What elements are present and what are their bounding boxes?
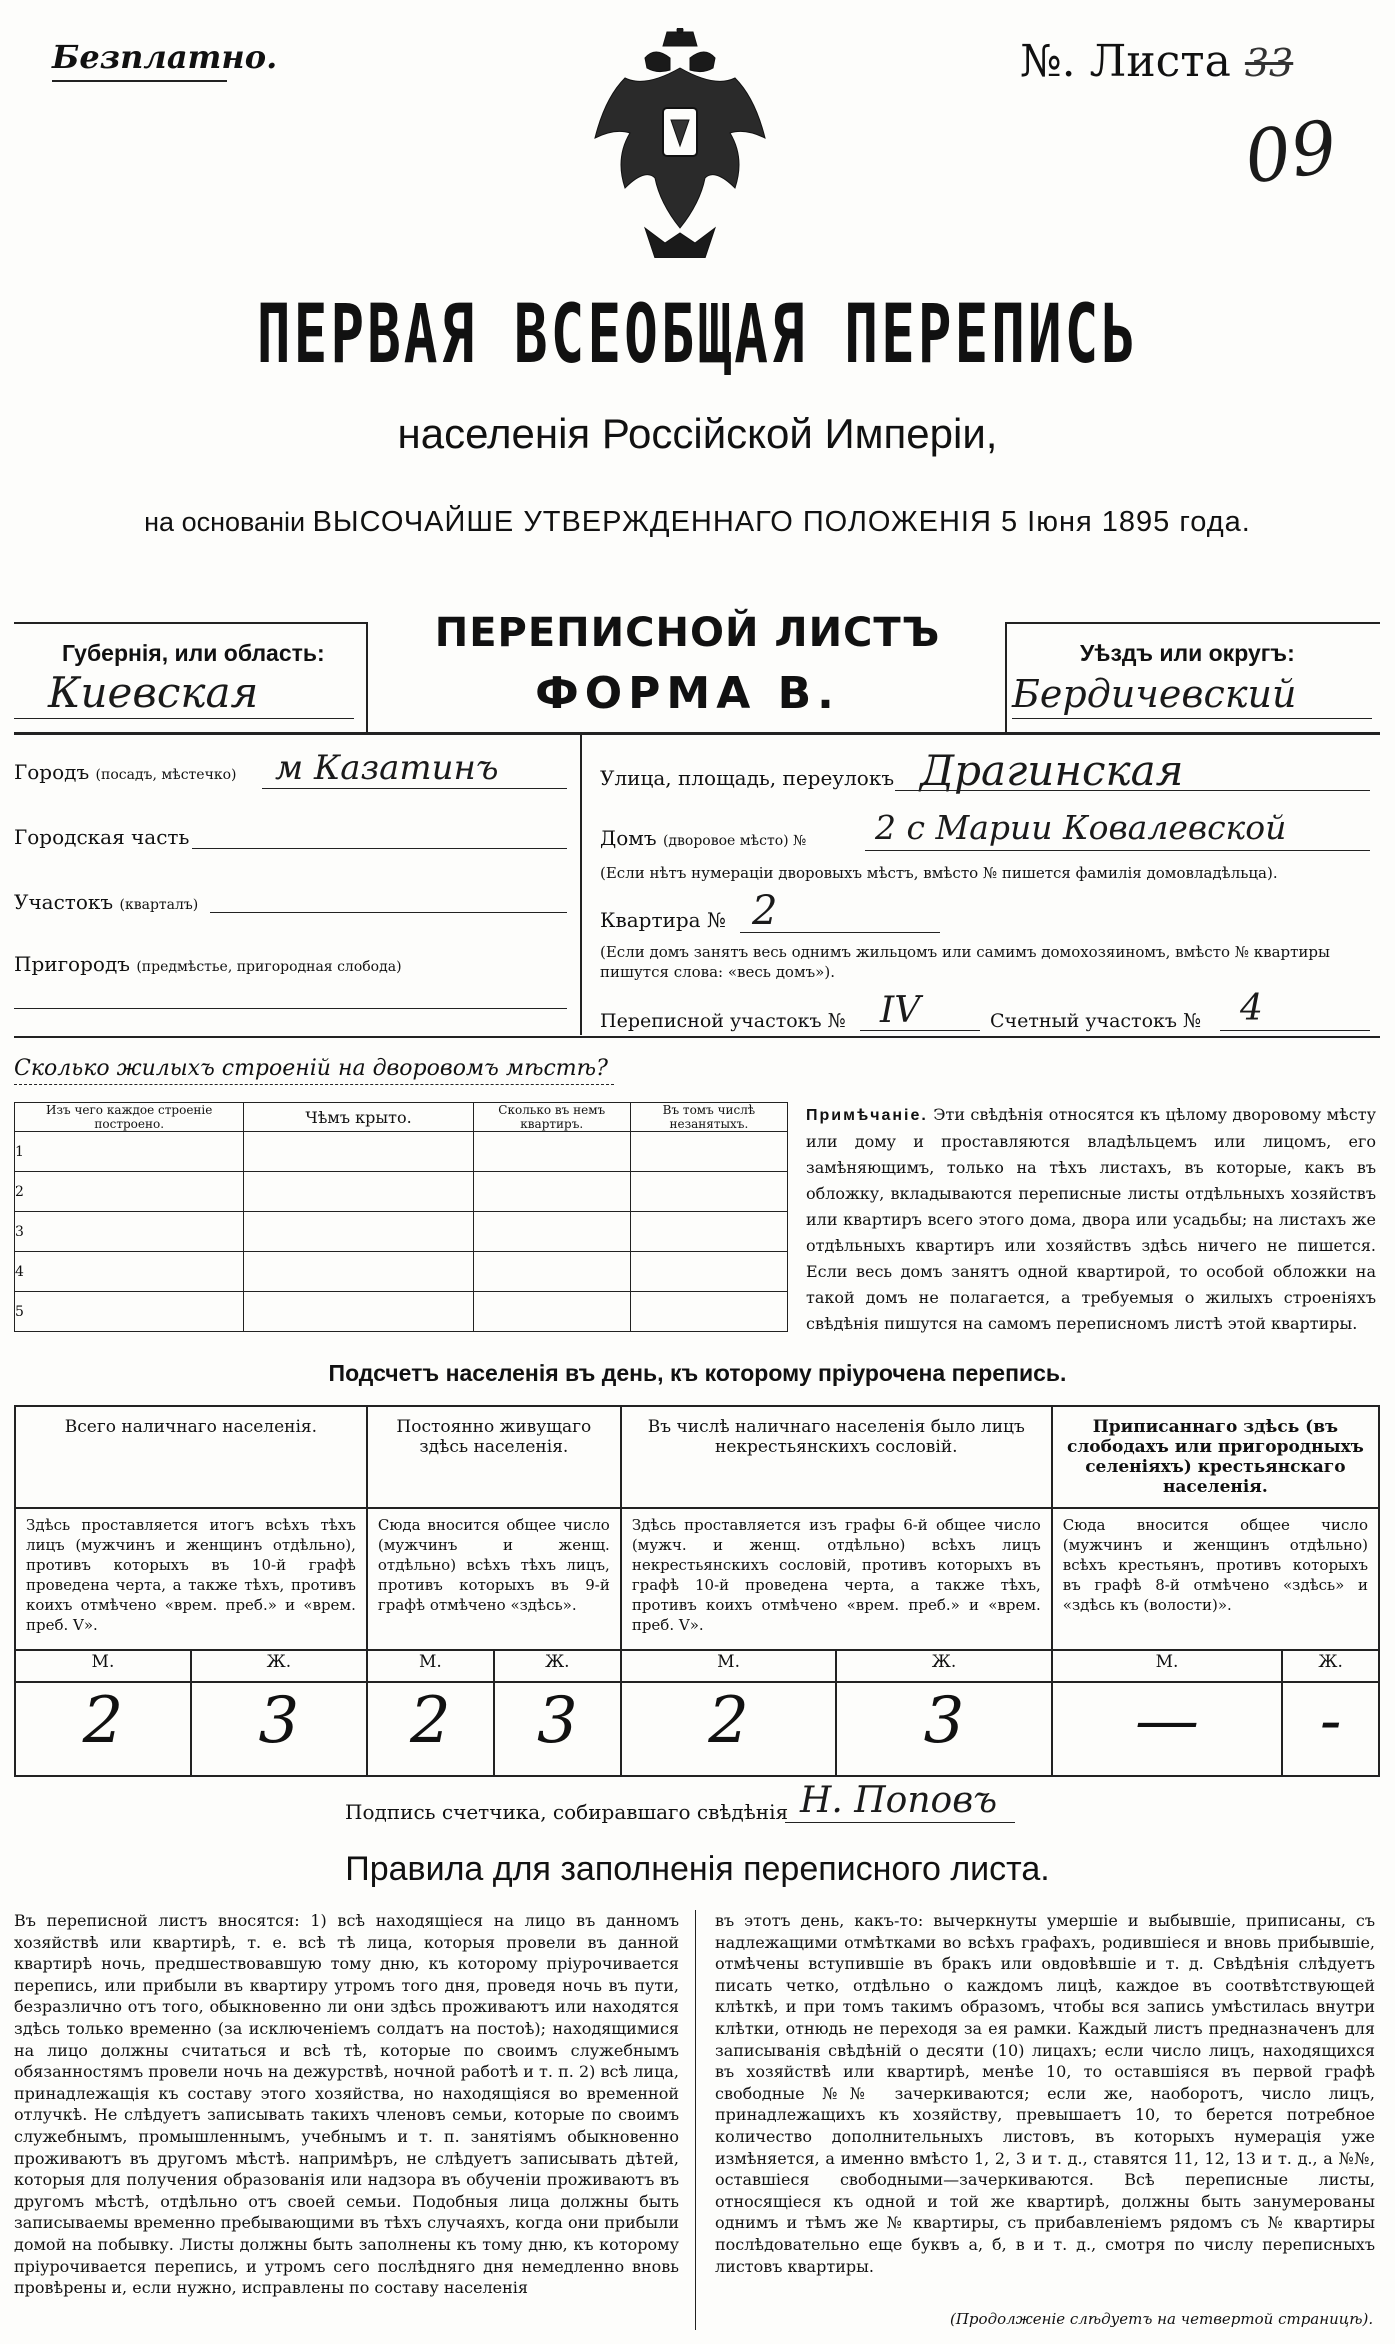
row-number: 1 [15, 1132, 244, 1172]
census-subtitle: населенія Россійской Имперіи, [397, 410, 998, 457]
province-value[interactable]: Киевская [48, 668, 259, 717]
count-desc-non-peasant: Здѣсь проставляется изъ графы 6-й общее число (мужч. и женщ. отдѣльно) всѣхъ лицъ некрестьянскихъ сословій, противъ которыхъ въ графѣ 10-й проведена черта, а также тѣхъ, противъ коихъ отмѣчено «врем. преб.» и «врем. преб. V». [621, 1508, 1052, 1650]
peasant-female-value[interactable]: - [1282, 1682, 1379, 1776]
cell[interactable] [473, 1292, 630, 1332]
total-male-value[interactable]: 2 [15, 1682, 191, 1776]
buildings-question-line [14, 1084, 614, 1085]
count-sex-row [15, 1650, 1379, 1682]
sheet-number-struck: 33 [1244, 41, 1294, 85]
total-female-value[interactable]: 3 [191, 1682, 367, 1776]
cell[interactable] [473, 1252, 630, 1292]
row-number: 5 [15, 1292, 244, 1332]
signature-label: Подпись счетчика, собиравшаго свѣдѣнія [345, 1800, 789, 1824]
cell[interactable] [630, 1292, 787, 1332]
house-note: (Если нѣтъ нумераціи дворовыхъ мѣстъ, вмѣсто № пишется фамилія домовладѣльца). [600, 864, 1278, 882]
male-label: М. [1052, 1650, 1283, 1682]
cell[interactable] [244, 1292, 473, 1332]
house-label: Домъ [600, 826, 657, 850]
buildings-col-roof: Чѣмъ крыто. [244, 1103, 473, 1132]
city-hint: (посадъ, мѣстечко) [95, 767, 237, 783]
district-line [1012, 718, 1372, 719]
count-col-total: Всего наличнаго населенія. [15, 1406, 367, 1508]
address-bottom [14, 1036, 1380, 1038]
census-area-value[interactable]: IV [880, 990, 921, 1031]
count-value-row [15, 1682, 1379, 1776]
basis-prefix: на основаніи [144, 507, 306, 537]
suburb-label: Пригородъ [14, 952, 130, 976]
permanent-male-value[interactable]: 2 [367, 1682, 494, 1776]
street-label: Улица, площадь, переулокъ [600, 766, 895, 790]
district-value[interactable]: Бердичевский [1012, 672, 1297, 716]
rules-divider [695, 1910, 696, 2330]
suburb-line [14, 1008, 567, 1009]
table-row [15, 1292, 788, 1332]
non-peasant-male-value[interactable]: 2 [621, 1682, 836, 1776]
rules-title: Правила для заполненія переписного листа. [345, 1850, 1050, 1888]
apartment-note: (Если домъ занятъ весь однимъ жильцомъ или самимъ домохозяиномъ, вмѣсто № квартиры пишутся слова: «весь домъ»). [600, 943, 1330, 981]
count-table [14, 1405, 1380, 1777]
street-line [895, 790, 1370, 791]
male-label: М. [15, 1650, 191, 1682]
free-label: Безплатно. [52, 38, 278, 76]
non-peasant-female-value[interactable]: 3 [836, 1682, 1051, 1776]
precinct-line [210, 912, 567, 913]
rules-left-column: Въ переписной листъ вносятся: 1) всѣ находящіеся на лицо въ данномъ хозяйствѣ или квартирѣ, т. е. всѣ тѣ лица, которыя провели въ данной квартирѣ ночь, предшествовавшую тому дню, къ которому пріурочивается перепись, или прибыли въ квартиру утромъ того дня, проведя ночь въ пути, безразлично отъ того, обыкновенно ли они здѣсь проживаютъ или находятся здѣсь только временно (за исключеніемъ солдатъ на постоѣ); находящимися на лицо должны считаться и всѣ тѣ, которые по своимъ служебнымъ обязанностямъ провели ночь на дежурствѣ, ночной работѣ и т. п. 2) всѣ лица, принадлежащія къ составу этого хозяйства, но находящіяся во временной отлучкѣ. Не слѣдуетъ записывать такихъ членовъ семьи, которые по своимъ служебнымъ, промышленнымъ, учебнымъ и т. п. занятіямъ обыкновенно проживаютъ въ другомъ мѣстѣ. напримѣръ, не слѣдуетъ записывать дѣтей, которыя для получения образованія или надзора въ обученіи проживаютъ въ другомъ мѣстѣ, отдѣльно отъ своей семьи. Подобныя лица должны быть записываемы временно пребывающими въ тѣхъ случаяхъ, когда они прибыли домой на побывку. Листы должны быть заполнены къ тому дню, къ которому пріурочивается перепись, и утромъ сего послѣдняго дня немедленно вновь провѣрены и, если нужно, исправлены по составу населенія [14, 1911, 679, 2298]
census-title: ПЕРВАЯ ВСЕОБЩАЯ ПЕРЕПИСЬ [256, 288, 1139, 383]
cell[interactable] [473, 1172, 630, 1212]
cell[interactable] [630, 1132, 787, 1172]
apartment-line [740, 932, 940, 933]
house-value[interactable]: 2 с Марии Ковалевской [875, 808, 1287, 847]
suburb-field [14, 952, 402, 976]
female-label: Ж. [836, 1650, 1051, 1682]
count-area-line [1220, 1030, 1370, 1031]
table-row [15, 1172, 788, 1212]
province-label: Губернія, или область: [62, 640, 325, 666]
form-name: ФОРМА В. [535, 668, 840, 719]
sheet-number [1020, 36, 1293, 87]
census-area-line [860, 1030, 980, 1031]
buildings-note-text: Эти свѣдѣнія относятся къ цѣлому дворовому мѣсту или дому и проставляются владѣльцемъ или лицомъ, его замѣняющимъ, только на тѣхъ листахъ, въ которые, какъ въ обложку, вкладываются переписные листы отдѣльныхъ хозяйствъ или квартиръ всего этого дома, двора или усадьбы; на листахъ же отдѣльныхъ квартиръ или хозяйствъ здѣсь ничего не пишется. Если весь домъ занятъ одной квартирой, то особой обложки на такой домъ не полагается, а требуемыя о жилыхъ строеніяхъ свѣдѣнія пишутся на самомъ переписномъ листѣ этой квартиры. [806, 1105, 1376, 1333]
province-line [14, 718, 354, 719]
count-col-permanent: Постоянно живущаго здѣсь населенія. [367, 1406, 621, 1508]
city-part-label: Городская часть [14, 825, 190, 849]
count-area-label: Счетный участокъ № [990, 1010, 1201, 1032]
cell[interactable] [244, 1252, 473, 1292]
house-hint: (дворовое мѣсто) № [662, 833, 807, 849]
sheet-number-handwritten: 09 [1239, 104, 1343, 200]
sheet-title: ПЕРЕПИСНОЙ ЛИСТЪ [434, 610, 941, 656]
form-box-right-divider [1005, 622, 1007, 732]
precinct-label: Участокъ [14, 890, 114, 914]
city-label: Городъ [14, 760, 90, 784]
peasant-male-value[interactable]: — [1052, 1682, 1283, 1776]
cell[interactable] [630, 1252, 787, 1292]
census-basis [0, 506, 1395, 539]
cell[interactable] [630, 1172, 787, 1212]
cell[interactable] [244, 1132, 473, 1172]
count-desc-permanent: Сюда вносится общее число (мужчинъ и женщ. отдѣльно) всѣхъ тѣхъ лицъ, противъ которыхъ въ 9-й графѣ отмѣчено «здѣсь». [367, 1508, 621, 1650]
house-line [865, 850, 1370, 851]
apartment-label: Квартира № [600, 908, 726, 932]
city-value[interactable]: м Казатинъ [275, 748, 499, 788]
female-label: Ж. [1282, 1650, 1379, 1682]
imperial-eagle-icon [585, 28, 775, 258]
city-line [262, 788, 567, 789]
row-number: 4 [15, 1252, 244, 1292]
free-label-underline [52, 80, 227, 82]
census-area-label: Переписной участокъ № [600, 1010, 846, 1032]
city-part-line [192, 848, 567, 849]
male-label: М. [621, 1650, 836, 1682]
sheet-number-label: №. Листа [1020, 36, 1231, 87]
buildings-table [14, 1102, 788, 1332]
female-label: Ж. [494, 1650, 621, 1682]
street-value[interactable]: Драгинская [920, 746, 1184, 795]
permanent-female-value[interactable]: 3 [494, 1682, 621, 1776]
district-label: Уѣздъ или округъ: [1080, 640, 1295, 666]
form-box-bottom [14, 732, 1380, 735]
row-number: 2 [15, 1172, 244, 1212]
count-desc-row [15, 1508, 1379, 1650]
buildings-question: Сколько жилыхъ строеній на дворовомъ мѣстѣ? [14, 1056, 608, 1081]
count-desc-total: Здѣсь проставляется итогъ всѣхъ тѣхъ лицъ (мужчинъ и женщинъ отдѣльно), противъ которыхъ въ 10-й графѣ проведена черта, а также тѣхъ, противъ коихъ отмѣчено «врем. преб.» и «врем. преб. V». [15, 1508, 367, 1650]
cell[interactable] [630, 1212, 787, 1252]
form-box-top-left [14, 622, 366, 624]
cell[interactable] [473, 1212, 630, 1252]
count-title: Подсчетъ населенія въ день, къ которому пріурочена перепись. [328, 1360, 1067, 1386]
buildings-note [806, 1102, 1376, 1337]
count-col-peasant: Приписаннаго здѣсь (въ слободахъ или пригородныхъ селеніяхъ) крестьянскаго населенія. [1052, 1406, 1379, 1508]
cell[interactable] [244, 1172, 473, 1212]
row-number: 3 [15, 1212, 244, 1252]
rules-continued: (Продолженіе слѣдуетъ на четвертой страницѣ). [950, 2310, 1374, 2328]
count-header-row [15, 1406, 1379, 1508]
buildings-note-title: Примѣчаніе. [806, 1107, 928, 1124]
signature-value[interactable]: Н. Поповъ [800, 1780, 998, 1821]
suburb-hint: (предмѣстье, пригородная слобода) [136, 959, 402, 975]
table-row [15, 1212, 788, 1252]
cell[interactable] [473, 1132, 630, 1172]
precinct-field [14, 890, 198, 914]
apartment-value[interactable]: 2 [752, 888, 778, 934]
buildings-col-apartments: Сколько въ немъ квартиръ. [473, 1103, 630, 1132]
signature-line [785, 1822, 1015, 1823]
precinct-hint: (кварталъ) [119, 897, 199, 913]
buildings-col-vacant: Въ томъ числѣ незанятыхъ. [630, 1103, 787, 1132]
form-box-top-right [1005, 622, 1380, 624]
address-divider [580, 735, 582, 1035]
rules-right-column: въ этотъ день, какъ-то: вычеркнуты умершіе и выбывшіе, приписаны, съ надлежащими отмѣтками во всѣхъ графахъ, родившіеся и вновь прибывшіе, отмѣчены вступившіе въ бракъ или овдовѣвшіе и т. д. Свѣдѣнія слѣдуетъ писать четко, отдѣльно о каждомъ лицѣ, каждое въ соотвѣтствующей клѣткѣ, и при томъ такимъ образомъ, чтобы вся запись умѣстилась внутри клѣтки, отнюдь не переходя за ея рамки. Каждый листъ предназначенъ для записыванія свѣдѣній о десяти (10) лицахъ; если число лицъ, находящихся въ хозяйствѣ или квартирѣ, менѣе 10, то оставшіяся въ первой графѣ свободные №№ зачеркиваются; если же, наоборотъ, число лицъ, принадлежащихъ къ хозяйству, превышаетъ 10, то берется потребное количество дополнительныхъ листовъ, въ которыхъ нумерація уже измѣняется, а именно вмѣсто 1, 2, 3 и т. д., ставятся 11, 12, 13 и т. д., а №№, оставшіеся свободными—зачеркиваются. Всѣ переписные листы, относящіеся къ одной и той же квартирѣ, должны быть занумерованы однимъ и тѣмъ же № квартиры, съ прибавленіемъ рядомъ съ № квартиры послѣдовательно еще буквъ а, б, в и т. д., смотря по числу переписныхъ листовъ квартиры. [715, 1911, 1375, 2276]
count-desc-peasant: Сюда вносится общее число (мужчинъ и женщинъ отдѣльно) всѣхъ крестьянъ, противъ которыхъ въ графѣ 8-й отмѣчено «здѣсь» и «здѣсь къ (волости)». [1052, 1508, 1379, 1650]
female-label: Ж. [191, 1650, 367, 1682]
buildings-header-row [15, 1103, 788, 1132]
house-field [600, 826, 806, 850]
count-col-non-peasant: Въ числѣ наличнаго населенія было лицъ некрестьянскихъ сословій. [621, 1406, 1052, 1508]
basis-main: ВЫСОЧАЙШЕ УТВЕРЖДЕННАГО ПОЛОЖЕНІЯ 5 Іюня 1895 года. [312, 506, 1251, 538]
count-area-value[interactable]: 4 [1240, 988, 1263, 1029]
buildings-col-material: Изъ чего каждое строеніе построено. [15, 1103, 244, 1132]
male-label: М. [367, 1650, 494, 1682]
table-row [15, 1132, 788, 1172]
cell[interactable] [244, 1212, 473, 1252]
table-row [15, 1252, 788, 1292]
form-box-left-divider [366, 622, 368, 732]
